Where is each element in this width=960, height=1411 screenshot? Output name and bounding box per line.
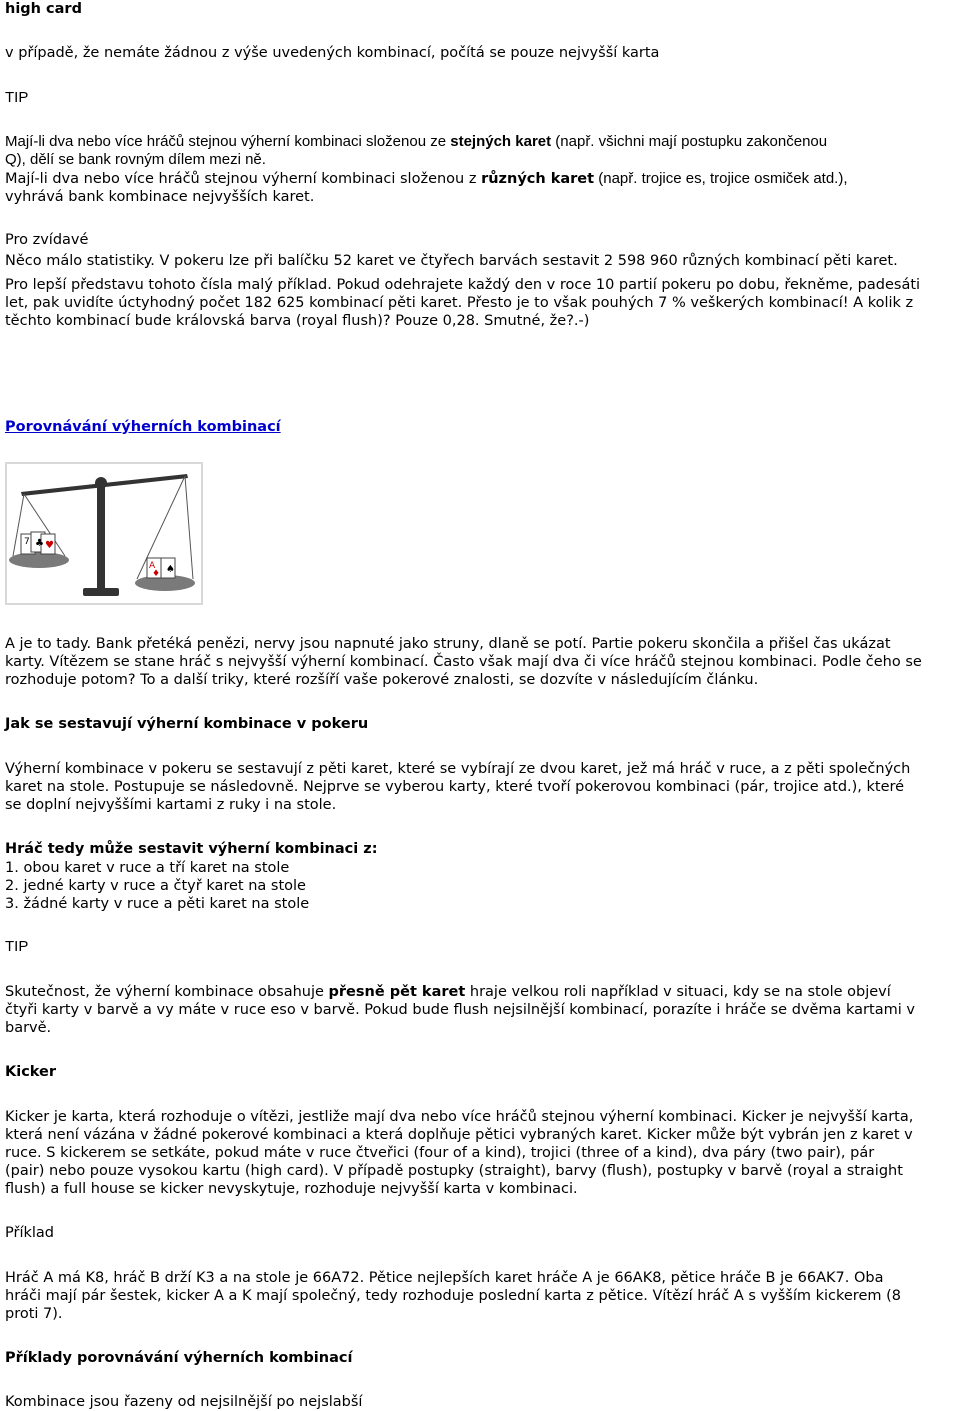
body-paragraph-5-line-3: proti 7). [5, 1306, 63, 1322]
stats-line-2: Pro lepší představu tohoto čísla malý příklad. Pokud odehrajete každý den v roce 10 partií pokeru po dobu, řekněme, padesáti [5, 277, 921, 293]
body-paragraph-2-line-2: karet na stole. Postupuje se následovně. Nejprve se vyberou karty, které tvoří pokerovou kombinaci (pár, trojice atd.), které [5, 779, 905, 795]
tip-paragraph-2 [5, 170, 848, 188]
heading-kicker: Kicker [5, 1064, 57, 1080]
tip-p2-text-c: (např. trojice es, trojice osmiček atd.), [594, 170, 848, 187]
tip-label-2: TIP [5, 938, 29, 955]
last-line: Kombinace jsou řazeny od nejsilnější po nejslabší [5, 1394, 363, 1410]
tip-paragraph-1 [5, 133, 827, 151]
body-paragraph-2-line-3: se doplní nejvyššími kartami z ruky i na stole. [5, 797, 337, 813]
body-paragraph-4-line-2: která není vázána v žádné pokerové kombinaci a která doplňuje pětici vybraných karet. Kicker může být vybrán jen z karet v [5, 1127, 913, 1143]
stats-line-3: let, pak uvidíte úctyhodný počet 182 625 kombinací pěti karet. Přesto je to však pouhých 7 % veškerých kombinací! A kolik z [5, 295, 914, 311]
body-paragraph-1-line-1: A je to tady. Bank přetéká penězi, nervy jsou napnuté jako struny, dlaně se potí. Partie pokeru skončila a přišel čas ukázat [5, 636, 891, 652]
heart-suit-icon: ♥ [45, 540, 54, 551]
balance-scale-image [5, 462, 203, 605]
body-paragraph-3-line-3: barvě. [5, 1020, 52, 1036]
tip-p1-text-a: Mají-li dva nebo více hráčů stejnou výherní kombinaci složenou ze [5, 133, 451, 150]
heading-priklady: Příklady porovnávání výherních kombinací [5, 1350, 353, 1366]
p3-text-a: Skutečnost, že výherní kombinace obsahuje [5, 984, 329, 1000]
list-item: 2. jedné karty v ruce a čtyř karet na stole [5, 878, 306, 894]
stats-label: Pro zvídavé [5, 232, 89, 248]
heading-sestavovani: Jak se sestavují výherní kombinace v pokeru [5, 716, 369, 732]
section-link-porovnavani[interactable]: Porovnávání výherních kombinací [5, 419, 281, 435]
balance-scale-icon [7, 464, 201, 603]
heading-hrac-sestavit: Hráč tedy může sestavit výherní kombinaci z: [5, 841, 378, 857]
diamond-suit-icon: ♦ [152, 569, 161, 579]
tip-p2-bold: různých karet [481, 171, 595, 187]
tip-label: TIP [5, 89, 29, 106]
body-paragraph-1-line-3: rozhoduje potom? To a další triky, které rozšíří vaše pokerové znalosti, se dozvíte v následujícím článku. [5, 672, 759, 688]
heading-high-card: high card [5, 1, 82, 17]
tip-paragraph-1-cont: Q), dělí se bank rovným dílem mezi ně. [5, 151, 266, 168]
card-rank-right: A [149, 561, 156, 571]
tip-p1-bold: stejných karet [450, 133, 552, 150]
body-paragraph-2-line-1: Výherní kombinace v pokeru se sestavují z pěti karet, které se vybírají ze dvou karet, jež má hráč v ruce, a z pěti společných [5, 761, 911, 777]
body-paragraph-5-line-1: Hráč A má K8, hráč B drží K3 a na stole je 66A72. Pětice nejlepších karet hráče A je 66AK8, pětice hráče B je 66AK7. Oba [5, 1270, 884, 1286]
card-rank-left: 7 [24, 537, 30, 547]
body-paragraph-3-line-1 [5, 983, 891, 1001]
priklad-label: Příklad [5, 1225, 54, 1241]
list-item: 1. obou karet v ruce a tří karet na stole [5, 860, 290, 876]
body-paragraph-4-line-3: ruce. S kickerem se setkáte, pokud máte v ruce čtveřici (four of a kind), trojici (three of a kind), dva páry (two pair), pár [5, 1145, 875, 1161]
stats-line-1: Něco málo statistiky. V pokeru lze při balíčku 52 karet ve čtyřech barvách sestavit 2 598 960 různých kombinací pěti karet. [5, 253, 898, 269]
high-card-description: v případě, že nemáte žádnou z výše uvedených kombinací, počítá se pouze nejvyšší karta [5, 45, 660, 61]
list-item: 3. žádné karty v ruce a pěti karet na stole [5, 896, 310, 912]
body-paragraph-4-line-4: (pair) nebo pouze vysokou kartu (high card). V případě postupky (straight), barvy (flush), postupky v barvě (royal a straight [5, 1163, 903, 1179]
tip-paragraph-2-cont: vyhrává bank kombinace nejvyšších karet. [5, 189, 315, 205]
tip-p1-text-c: (např. všichni mají postupku zakončenou [551, 133, 828, 150]
body-paragraph-5-line-2: hráči mají pár šestek, kicker A a K mají společný, tedy rozhoduje poslední karta z pětice. Vítězí hráč A s vyšším kickerem (8 [5, 1288, 901, 1304]
body-paragraph-4-line-1: Kicker je karta, která rozhoduje o vítězi, jestliže mají dva nebo více hráčů stejnou výherní kombinaci. Kicker je nejvyšší karta, [5, 1109, 914, 1125]
body-paragraph-3-line-2: čtyři karty v barvě a vy máte v ruce eso v barvě. Pokud bude flush nejsilnější kombinací, porazíte i hráče se dvěma kartami v [5, 1002, 915, 1018]
p3-bold: přesně pět karet [328, 984, 466, 1000]
body-paragraph-4-line-5: flush) a full house se kicker nevyskytuje, rozhoduje nejvyšší karta v kombinaci. [5, 1181, 578, 1197]
p3-text-c: hraje velkou roli například v situaci, kdy se na stole objeví [465, 984, 891, 1000]
tip-p2-text-a: Mají-li dva nebo více hráčů stejnou výherní kombinaci složenou z [5, 171, 482, 187]
stats-line-4: těchto kombinací bude královská barva (royal flush)? Pouze 0,28. Smutné, že?.-) [5, 313, 590, 329]
club-suit-icon: ♣ [35, 538, 44, 549]
body-paragraph-1-line-2: karty. Vítězem se stane hráč s nejvyšší výherní kombinací. Často však mají dva či více hráčů stejnou kombinaci. Podle čeho se [5, 654, 922, 670]
spade-suit-icon: ♠ [166, 564, 175, 575]
